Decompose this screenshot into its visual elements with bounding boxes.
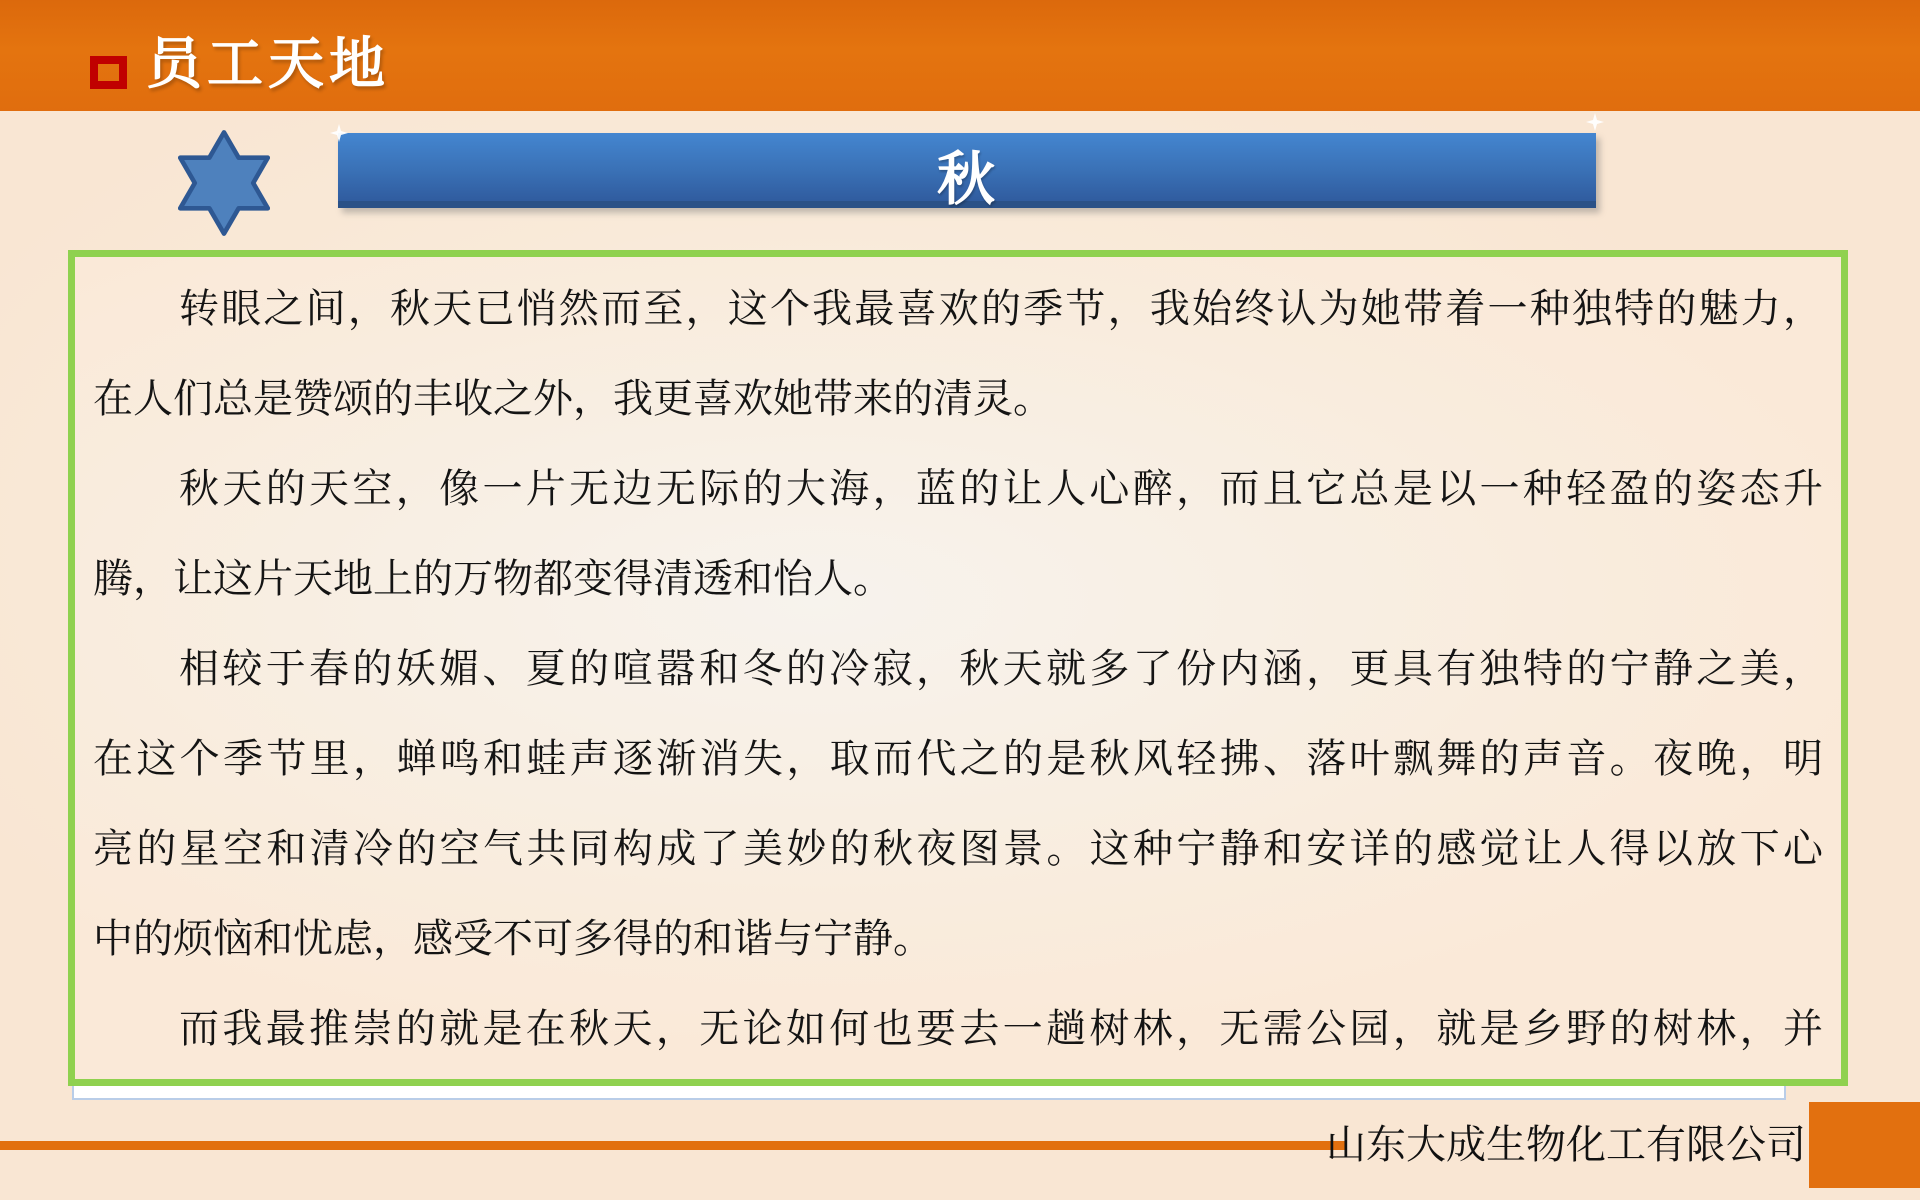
- sparkle-icon: [1586, 113, 1604, 131]
- essay-line: 中的烦恼和忧虑，感受不可多得的和谐与宁静。: [93, 916, 933, 961]
- essay-line: 在人们总是赞颂的丰收之外，我更喜欢她带来的清灵。: [93, 376, 1053, 421]
- page-title: 员工天地: [146, 32, 390, 95]
- section-banner: [338, 133, 1596, 212]
- star-icon: [178, 130, 270, 236]
- company-name: 山东大成生物化工有限公司: [1326, 1123, 1806, 1167]
- banner-title: 秋: [936, 147, 997, 212]
- header-bar: [0, 0, 1920, 111]
- sparkle-icon: [330, 124, 348, 142]
- essay-line: 转眼之间，秋天已悄然而至，这个我最喜欢的季节，我始终认为她带着一种独特的魅力，: [179, 286, 1823, 331]
- essay-text: [93, 264, 1823, 1074]
- essay-line: 秋天的天空，像一片无边无际的大海，蓝的让人心醉，而且它总是以一种轻盈的姿态升: [179, 466, 1823, 511]
- essay-line: 亮的星空和清冷的空气共同构成了美妙的秋夜图景。这种宁静和安详的感觉让人得以放下心: [93, 826, 1823, 871]
- red-square-bullet-icon: [90, 56, 127, 89]
- essay-line: 腾，让这片天地上的万物都变得清透和怡人。: [93, 556, 893, 601]
- footer-accent-block: [1809, 1102, 1920, 1188]
- essay-line: 而我最推崇的就是在秋天，无论如何也要去一趟树林，无需公园，就是乡野的树林，并: [179, 1006, 1823, 1051]
- content-box: [68, 250, 1848, 1086]
- essay-line: 相较于春的妖媚、夏的喧嚣和冬的冷寂，秋天就多了份内涵，更具有独特的宁静之美，: [179, 646, 1823, 691]
- footer-rule: [0, 1141, 1347, 1150]
- essay-line: 在这个季节里，蝉鸣和蛙声逐渐消失，取而代之的是秋风轻拂、落叶飘舞的声音。夜晚，明: [93, 736, 1823, 781]
